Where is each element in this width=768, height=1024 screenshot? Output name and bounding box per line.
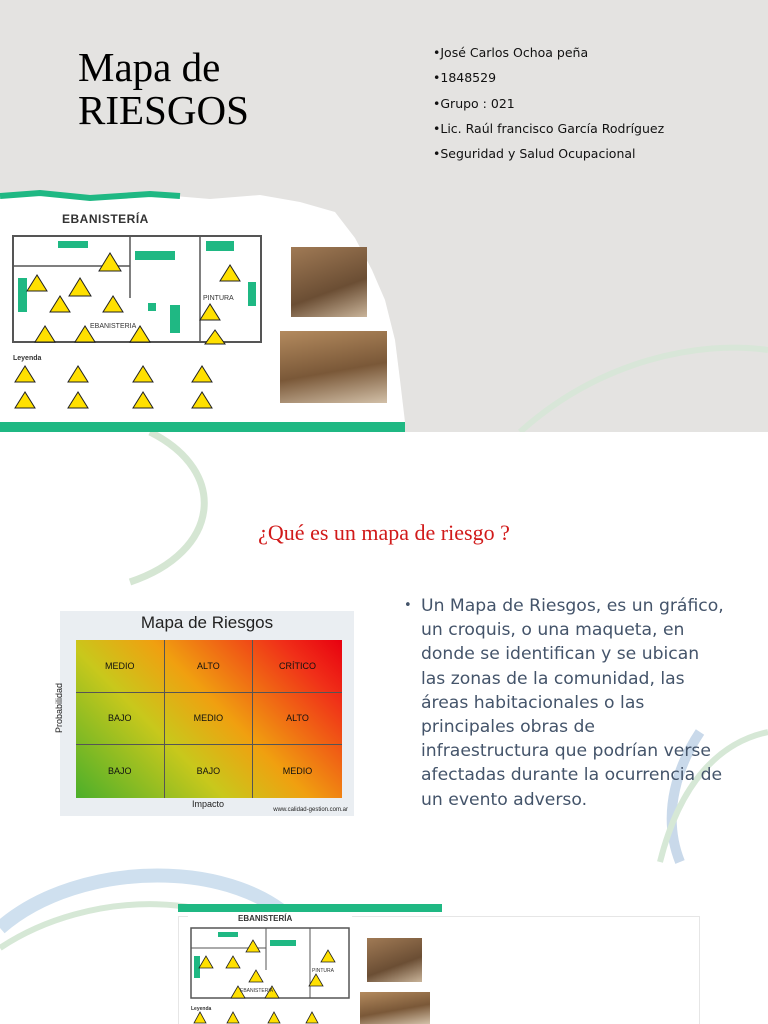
matrix-cell: MEDIO [165, 693, 254, 746]
svg-text:PINTURA: PINTURA [203, 295, 234, 302]
page-title: Mapa de RIESGOS [78, 44, 249, 133]
green-accent-bar [178, 904, 442, 912]
info-group: •Grupo : 021 [433, 95, 515, 111]
worker-photo-1 [291, 247, 367, 317]
title-slide [0, 0, 768, 432]
info-instructor: •Lic. Raúl francisco García Rodríguez [433, 120, 665, 136]
matrix-cell: CRÍTICO [253, 640, 342, 693]
workshop-risk-map-image [188, 912, 352, 1024]
matrix-cell: BAJO [76, 693, 165, 746]
svg-text:Leyenda: Leyenda [13, 355, 42, 362]
definition-slide [0, 432, 768, 868]
floor-plan-drawing [188, 912, 352, 1024]
matrix-cell: MEDIO [76, 640, 165, 693]
svg-text:EBANISTERIA: EBANISTERIA [240, 988, 274, 994]
workshop-risk-map-image [10, 208, 262, 420]
risk-matrix-image [54, 611, 354, 816]
risk-matrix-grid [76, 640, 342, 798]
matrix-title: Mapa de Riesgos [140, 613, 274, 632]
section-question: ¿Qué es un mapa de riesgo ? [258, 520, 510, 545]
svg-text:EBANISTERIA: EBANISTERIA [90, 323, 137, 330]
green-accent-bar [0, 422, 405, 432]
bullet-marker: • [404, 598, 412, 613]
author-info-list [433, 45, 664, 171]
worker-photo-2 [280, 331, 387, 403]
matrix-credit: www.calidad-gestion.com.ar [273, 807, 348, 813]
definition-text: Un Mapa de Riesgos, es un gráfico, un croquis, o una maqueta, en donde se identifican y se ubican las zonas de la comunidad, las áreas habitacionales o las principales obras de infraestructura que podrían verse afectadas durante la ocurrencia de un evento adverso. [421, 596, 724, 810]
matrix-cell: BAJO [165, 745, 254, 798]
info-course: •Seguridad y Salud Ocupacional [433, 146, 636, 162]
matrix-cell: MEDIO [282, 766, 313, 777]
plan-title: EBANISTERÍA [238, 914, 293, 923]
risk-map-slide [0, 868, 768, 1024]
matrix-y-axis-label: Probabilidad [54, 682, 64, 733]
info-student-id: •1848529 [433, 70, 497, 86]
definition-paragraph [404, 594, 724, 812]
svg-text:PINTURA: PINTURA [312, 968, 334, 974]
svg-text:Leyenda: Leyenda [191, 1006, 212, 1012]
matrix-x-axis-label: Impacto [192, 799, 225, 809]
floor-plan-drawing [10, 208, 262, 420]
plan-title: EBANISTERÍA [62, 212, 149, 226]
matrix-cell: BAJO [76, 745, 165, 798]
info-author: •José Carlos Ochoa peña [433, 45, 589, 60]
worker-photo-1 [367, 938, 422, 982]
matrix-cell: ALTO [253, 693, 342, 746]
matrix-cell: ALTO [165, 640, 254, 693]
worker-photo-2 [360, 992, 430, 1024]
